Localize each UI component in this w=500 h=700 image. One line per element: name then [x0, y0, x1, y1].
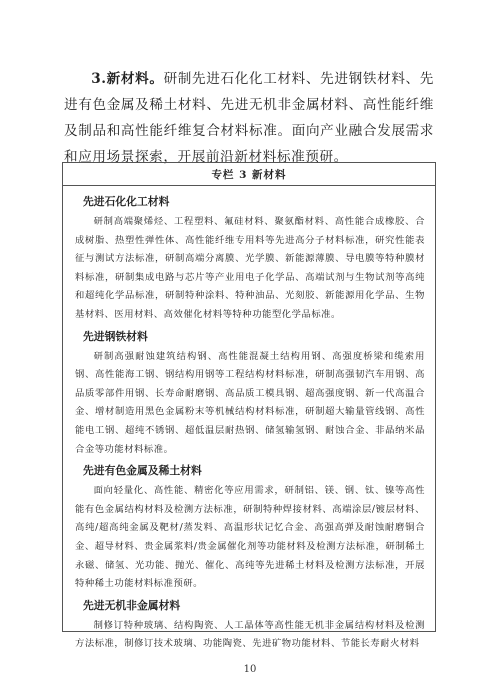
- box-title: 专栏 3 新材料: [63, 163, 435, 186]
- intro-text: 研制先进石化化工材料、先进钢铁材料、先进有色金属及稀土材料、先进无机非金属材料、高性能纤维及制品和高性能纤维复合材料标准。面向产业融合发展需求和应用场景探索，开展前沿新材料标准预研。: [64, 70, 434, 165]
- page-number: 10: [243, 664, 257, 675]
- box-body: [63, 186, 435, 654]
- section-text-steel: 研制高强耐蚀建筑结构钢、高性能混凝土结构用钢、高强度桥梁和缆索用钢、高性能海工钢、钢结构用钢等工程结构材料标准，研制高强韧汽车用钢、高品质零部件用钢、长寿命耐磨钢、高品质工模具钢、超高强度钢、新一代高温合金、增材制造用黑色金属粉末等机械结构材料标准，研制超大输量管线钢、高性能电工钢、超纯不锈钢、超低温层耐热钢、储氢输氢钢、耐蚀合金、非晶纳米晶合金等功能材料标准。: [75, 350, 425, 455]
- section-title-inorganic: 先进无机非金属材料: [83, 598, 181, 612]
- intro-lead: 3.新材料。: [91, 70, 164, 87]
- section-title-steel: 先进钢铁材料: [83, 329, 148, 343]
- section-title-petrochemical: 先进石化化工材料: [83, 195, 170, 208]
- intro-paragraph: [64, 66, 434, 170]
- section-title-nonferrous: 先进有色金属及稀土材料: [83, 464, 202, 478]
- section-text-inorganic: 制修订特种玻璃、结构陶瓷、人工晶体等高性能无机非金属结构材料及检测方法标准，制修订技术玻璃、功能陶瓷、先进矿物功能材料、节能长寿耐火材料: [75, 619, 425, 650]
- section-text-petrochemical: 研制高端聚烯烃、工程塑料、氟硅材料、聚氨酯材料、高性能合成橡胶、合成树脂、热塑性弹性体、高性能纤维专用料等先进高分子材料标准，研究性能表征与测试方法标准，研制高端分离膜、光学膜、新能源薄膜、导电膜等特种膜材料标准，研制集成电路与芯片等产业用电子化学品、高端试剂与生物试剂等高纯和超纯化学品标准，研制特种涂料、特种油品、光刻胶、新能源用化学品、生物基材料、医用材料、高效催化材料等特种功能型化学品标准。: [75, 216, 425, 320]
- special-column-box: [62, 162, 436, 650]
- section-text-nonferrous: 面向轻量化、高性能、精密化等应用需求，研制铝、镁、钢、钛、镍等高性能有色金属结构材料及检测方法标准，研制特种焊接材料、高端涂层/镀层材料、高纯/超高纯金属及靶材/蒸发料、高温形状记忆合金、高强高弹及耐蚀耐磨铜合金、超导材料、贵金属浆料/贵金属催化剂等功能材料及检测方法标准，研制稀土永磁、储氢、光功能、抛光、催化、高纯等先进稀土材料及检测方法标准，开展特种稀土功能材料标准预研。: [75, 485, 425, 590]
